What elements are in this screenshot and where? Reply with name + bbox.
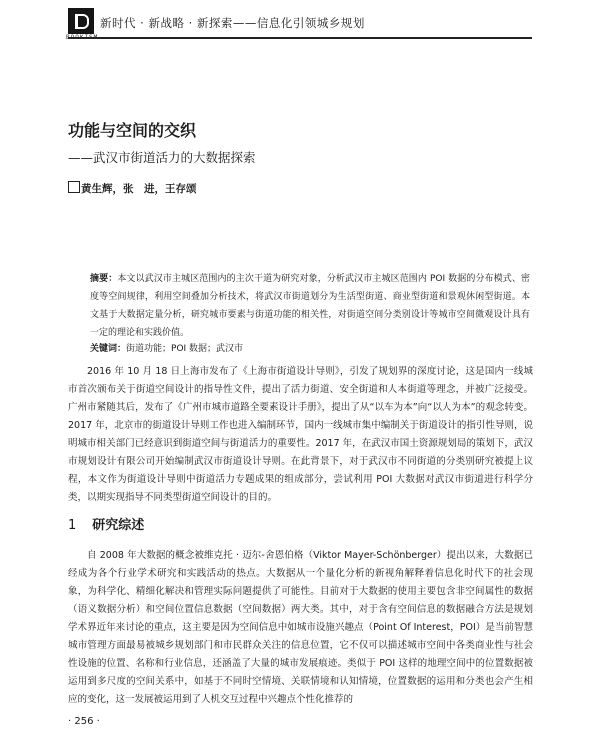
keywords-text: 街道功能；POI 数据；武汉市 (126, 344, 244, 354)
journal-logo-icon (68, 8, 94, 34)
article-title: 功能与空间的交织 (68, 121, 197, 140)
abstract-text: 本文以武汉市主城区范围内的主次干道为研究对象，分析武汉市主城区范围内 POI 数据的分布模式、密度等空间规律，利用空间叠加分析技术，将武汉市街道划分为生活型街道、商业型街道和景观休闲型街道。本文基于大数据定量分析，研究城市要素与街道功能的相关性，对街道空间分类别设计等城市空间微观设计具有一定的理论和实践价值。 (90, 274, 530, 338)
abstract-block (90, 270, 530, 342)
article-authors (68, 181, 197, 196)
running-header-title: 新时代 · 新战略 · 新探索——信息化引领城乡规划 (100, 16, 365, 30)
article-subtitle: ——武汉市街道活力的大数据探索 (68, 150, 256, 165)
section-heading (68, 514, 144, 533)
review-paragraph: 自 2008 年大数据的概念被维克托 · 迈尔-舍恩伯格（Viktor Mayer-Schönberger）提出以来，大数据已经成为各个行业学术研究和实践活动的热点。大数据从一个量化分析的新视角解释着信息化时代下的社会现象，为科学化、精细化解决和管理实际问题提供了可能性。目前对于大数据的使用主要包含非空间属性的数据（语义数据分析）和空间位置信息数据（空间数据）两大类。其中，对于含有空间信息的数据融合方法是规划学术界近年来讨论的重点，这主要是因为空间信息中如城市设施兴趣点（Point Of Interest，POI）是当前智慧城市管理方面最易被城乡规划部门和市民群众关注的信息位置，它不仅可以描述城市空间中各类商业性与社会性设施的位置、名称和行业信息，还涵盖了大量的城市发展痕迹。类似于 POI 这样的地理空间中的位置数据被运用到多尺度的空间关系中，如基于不同时空情境、关联情境和认知情境，位置数据的运用和分类也会产生相应的变化，这一发展被运用到了人机交互过程中兴趣点个性化推荐的 (68, 550, 533, 705)
page-number: · 256 · (68, 716, 100, 727)
authors-text: 黄生辉，张 进，王存颂 (81, 183, 197, 195)
intro-paragraph: 2016 年 10 月 18 日上海市发布了《上海市街道设计导则》，引发了规划界的深度讨论，这是国内一线城市首次颁布关于街道空间设计的指导性文件，提出了活力街道、安全街道和人本街道等理念，并被广泛接受。广州市紧随其后，发布了《广州市城市道路全要素设计手册》，提出了从“以车为本”向“以人为本”的观念转变。2017 年，北京市的街道设计导则工作也进入编制环节，国内一线城市集中编制关于街道设计的指引性导则，说明城市相关部门已经意识到街道空间与街道活力的重要性。2017 年，在武汉市国土资源规划局的策划下，武汉市规划设计有限公司开始编制武汉市街道设计导则。在此背景下，对于武汉市不同街道的分类别研究被提上议程，本文作为街道设计导则中街道活力专题成果的组成部分，尝试利用 POI 大数据对武汉市街道进行科学分类，以期实现指导不同类型街道空间设计的目的。 (68, 366, 533, 503)
journal-logo-text: BOOKISM (66, 34, 99, 41)
abstract-label: 摘要： (90, 274, 118, 284)
keywords-block (90, 340, 530, 358)
section-title: 研究综述 (92, 518, 145, 533)
keywords-label: 关键词： (90, 344, 127, 354)
author-marker-icon (68, 181, 80, 193)
header-rule (68, 37, 532, 39)
section-number: 1 (68, 518, 77, 533)
